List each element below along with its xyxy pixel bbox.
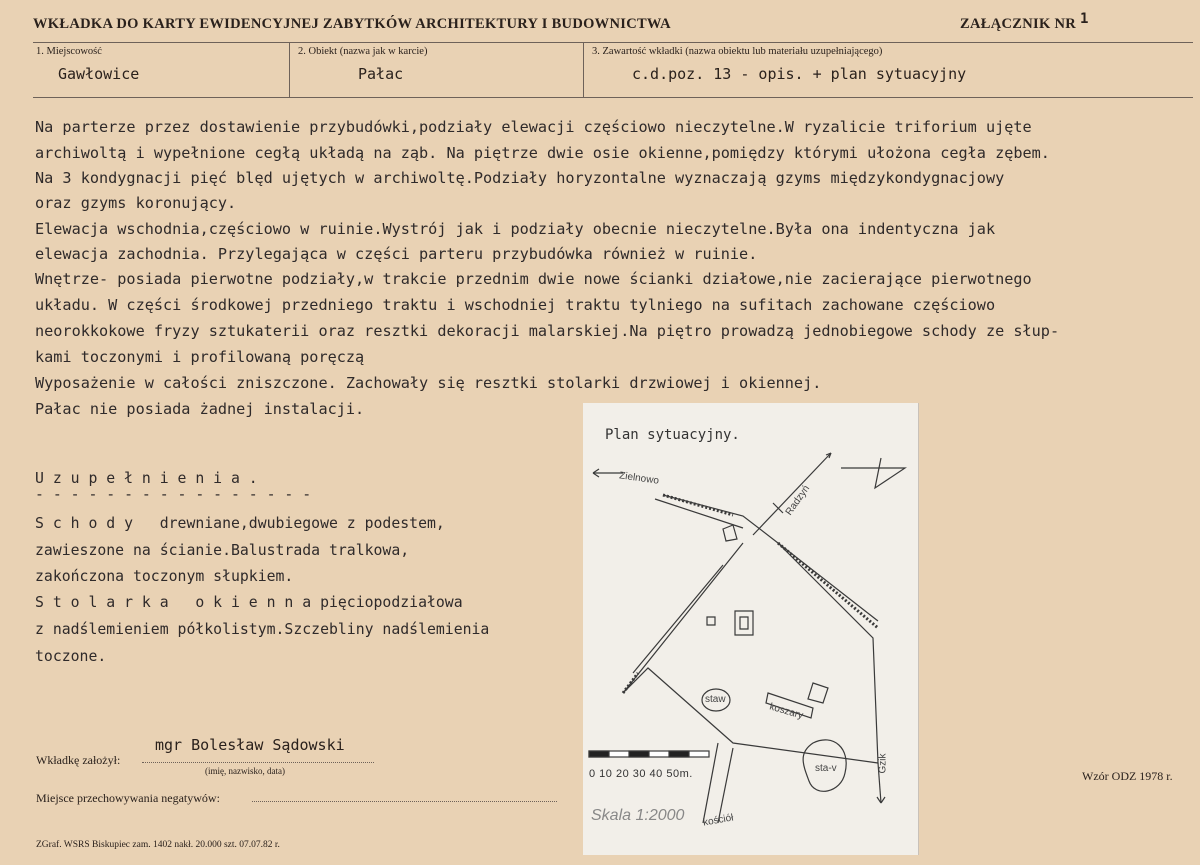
supplement-line-2: zawieszone na ścianie.Balustrada tralkowa,: [35, 542, 410, 559]
negatives-dotted-line: [252, 801, 557, 802]
body-line-2: archiwoltą i wypełnione cegłą układą na ząb. Na piętrze dwie osie okienne,pomiędzy którymi ułożona cegła zębem.: [35, 144, 1050, 162]
body-line-10: kami toczonymi i profilowaną poręczą: [35, 348, 365, 366]
form-reference: Wzór ODZ 1978 r.: [1082, 769, 1173, 783]
body-line-5: Elewacja wschodnia,częściowo w ruinie.Wystrój jak i podziały obecnie nieczytelne.Była ona indentyczna jak: [35, 220, 996, 238]
annex-number: 1: [1080, 11, 1089, 27]
label-pond-1: staw: [705, 694, 726, 705]
supplement-line-3: zakończona toczonym słupkiem.: [35, 568, 294, 585]
label-pond-2: sta-v: [815, 763, 837, 774]
annex-label: [960, 11, 1089, 33]
body-line-6: elewacja zachodnia. Przylegająca w części parteru przybudówka również w ruinie.: [35, 245, 758, 263]
author-value: mgr Bolesław Sądowski: [155, 736, 345, 754]
field-divider-1: [289, 42, 290, 98]
field-1-label: 1. Miejscowość: [36, 46, 102, 57]
field-3-value: c.d.poz. 13 - opis. + plan sytuacyjny: [632, 65, 967, 83]
field-divider-2: [583, 42, 584, 98]
field-3-label: 3. Zawartość wkładki (nazwa obiektu lub materiału uzupełniającego): [592, 46, 883, 57]
supplement-line-5: z nadślemieniem półkolistym.Szczebliny nadślemienia: [35, 621, 490, 638]
author-dotted-line: [142, 762, 374, 763]
supplement-line-1: S c h o d y drewniane,dwubiegowe z podestem,: [35, 515, 445, 532]
label-church: kościół: [702, 812, 735, 829]
supplement-line-6: toczone.: [35, 648, 107, 665]
label-radzyn: Radzyń: [783, 483, 813, 518]
scale-text: Skala 1:2000: [591, 807, 685, 824]
body-line-12: Pałac nie posiada żadnej instalacji.: [35, 400, 365, 418]
field-2-value: Pałac: [358, 65, 404, 83]
body-line-4: oraz gzyms koronujący.: [35, 194, 237, 212]
form-title: WKŁADKA DO KARTY EWIDENCYJNEJ ZABYTKÓW ARCHITEKTURY I BUDOWNICTWA: [33, 16, 671, 32]
scale-numbers: 0 10 20 30 40 50m.: [589, 768, 693, 780]
body-line-11: Wyposażenie w całości zniszczone. Zachowały się resztki stolarki drzwiowej i okiennej.: [35, 374, 822, 392]
label-barracks: koszary: [768, 701, 805, 722]
supplement-heading: U z u p e ł n i e n i a .: [35, 470, 258, 487]
supplement-underline: - - - - - - - - - - - - - - - -: [35, 486, 312, 503]
body-line-1: Na parterze przez dostawienie przybudówki,podziały elewacji częściowo nieczytelne.W ryzalicie triforium ujęte: [35, 118, 1032, 136]
header-bottom-rule: [33, 97, 1193, 98]
author-label: Wkładkę założył:: [36, 753, 121, 767]
header-top-rule: [33, 42, 1193, 43]
body-line-3: Na 3 kondygnacji pięć blęd ujętych w archiwoltę.Podziały horyzontalne wyznaczają gzyms międzykondygnacjowy: [35, 169, 1005, 187]
site-plan-drawing: [583, 403, 918, 855]
body-line-9: neorokkokowe fryzy sztukaterii oraz resztki dekoracji malarskiej.Na piętro prowadzą jednobiegowe schody ze słup-: [35, 322, 1060, 340]
palace-building: [735, 611, 753, 635]
field-2-label: 2. Obiekt (nazwa jak w karcie): [298, 46, 428, 57]
body-line-7: Wnętrze- posiada pierwotne podziały,w trakcie przednim dwie nowe ścianki działowe,nie zacierające pierwotnego: [35, 270, 1032, 288]
printer-imprint: ZGraf. WSRS Biskupiec zam. 1402 nakł. 20.000 szt. 07.07.82 r.: [36, 840, 280, 850]
supplement-line-4: S t o l a r k a o k i e n n a pięciopodziałowa: [35, 594, 463, 611]
north-arrow: [841, 458, 905, 488]
label-gzik: Gzik: [877, 753, 889, 774]
site-plan: [583, 403, 919, 855]
annex-label-text: ZAŁĄCZNIK NR: [960, 16, 1076, 32]
label-zielnowo: Zielnowo: [618, 470, 660, 487]
plan-title: Plan sytuacyjny.: [605, 427, 740, 443]
body-line-8: układu. W części środkowej przedniego traktu i wschodniej traktu tylniego na sufitach zachowane częściowo: [35, 296, 996, 314]
field-1-value: Gawłowice: [58, 65, 140, 83]
negatives-label: Miejsce przechowywania negatywów:: [36, 791, 220, 805]
author-hint: (imię, nazwisko, data): [205, 766, 285, 776]
